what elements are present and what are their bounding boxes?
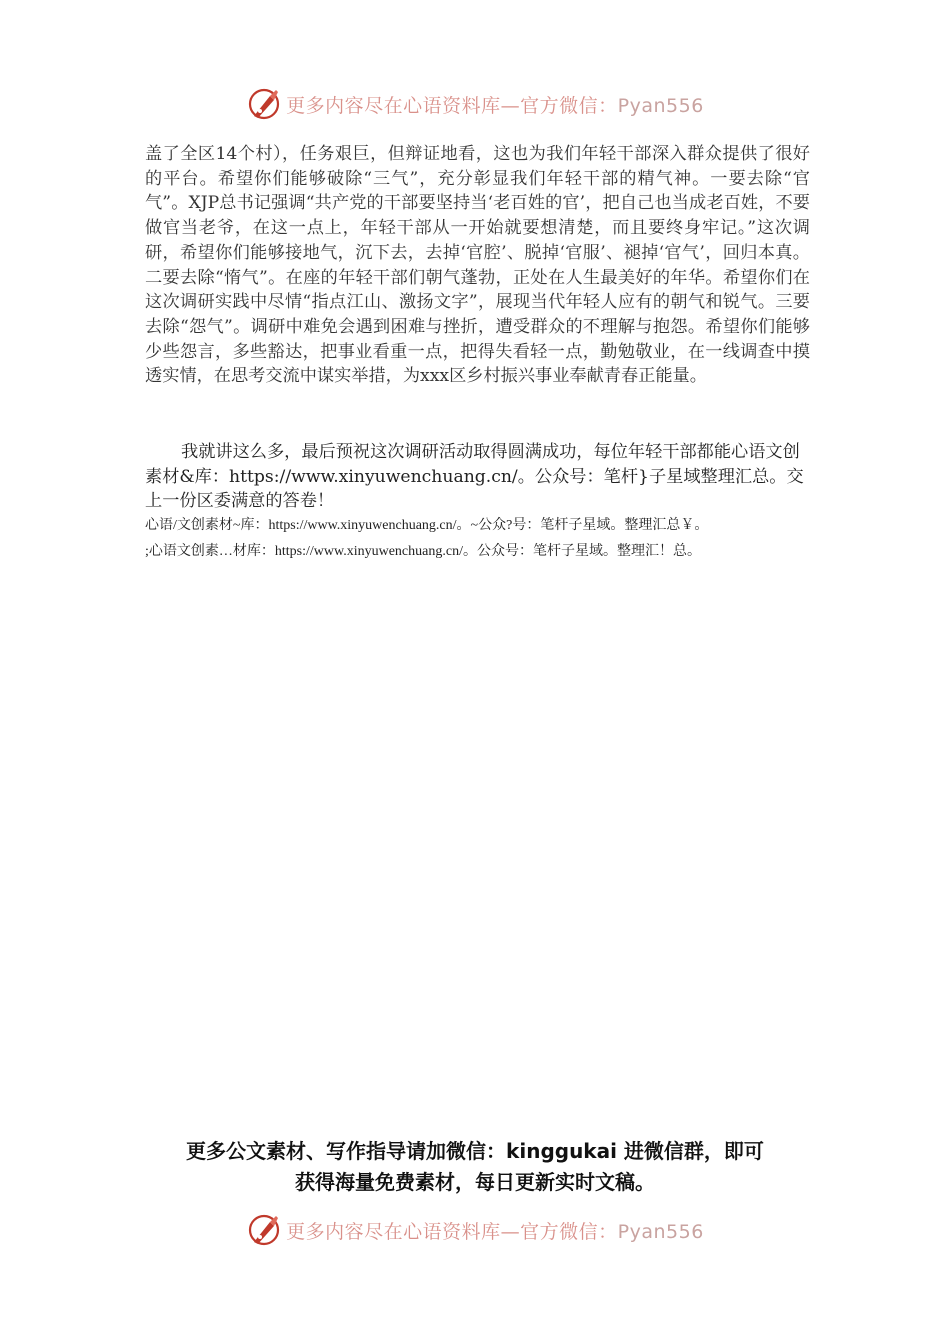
promo-line-1: 更多公文素材、写作指导请加微信：kinggukai 进微信群，即可 [186,1139,764,1163]
body-paragraph: 盖了全区14个村），任务艰巨，但辩证地看，这也为我们年轻干部深入群众提供了很好的平台。希望你们能够破除“三气”，充分彰显我们年轻干部的精气神。一要去除“官气”。XJP总书记强调“共产党的干部要坚持当‘老百姓的官’，把自己也当成老百姓，不要做官当老爷，在这一点上，年轻干部从一开始就要想清楚，而且要终身牢记。”这次调研，希望你们能够接地气，沉下去，去掉‘官腔’、脱掉‘官服’、褪掉‘官气’，回归本真。二要去除“惰气”。在座的年轻干部们朝气蓬勃，正处在人生最美好的年华。希望你们在这次调研实践中尽情“指点江山、激扬文字”，展现当代年轻人应有的朝气和锐气。三要去除“怨气”。调研中难免会遇到困难与挫折，遭受群众的不理解与抱怨。希望你们能够少些怨言，多些豁达，把事业看重一点，把得失看轻一点，勤勉敬业，在一线调查中摸透实情，在思考交流中谋实举措，为xxx区乡村振兴事业奉献青春正能量。 [145,144,810,387]
pen-nib-logo-icon [246,86,282,122]
footer-banner-text: 更多内容尽在心语资料库—官方微信：Pyan556 [286,1220,704,1243]
watermark-line-1: 心语/文创素材~库：https://www.xinyuwenchuang.cn/。~公众?号：笔杆子星域。整理汇总￥。 [145,518,709,533]
pen-nib-logo-icon [246,1212,282,1248]
promo-line-2: 获得海量免费素材，每日更新实时文稿。 [295,1170,655,1194]
header-banner-text: 更多内容尽在心语资料库—官方微信：Pyan556 [286,94,704,117]
closing-paragraph-text: 我就讲这么多，最后预祝这次调研活动取得圆满成功，每位年轻干部都能心语文创素材&库：https://www.xinyuwenchuang.cn/。公众号：笔杆}子星域整理汇总。交上一份区委满意的答卷！ [145,442,804,512]
footer-banner [0,1210,950,1250]
closing-paragraph [145,440,810,514]
promo-notice [100,1136,850,1198]
footer-banner-handle: Pyan556 [617,1220,704,1243]
header-banner [0,84,950,124]
watermark-line-2: ;心语文创素…材库：https://www.xinyuwenchuang.cn/。公众号：笔杆子星域。整理汇！总。 [145,544,701,559]
header-banner-handle: Pyan556 [617,94,704,117]
